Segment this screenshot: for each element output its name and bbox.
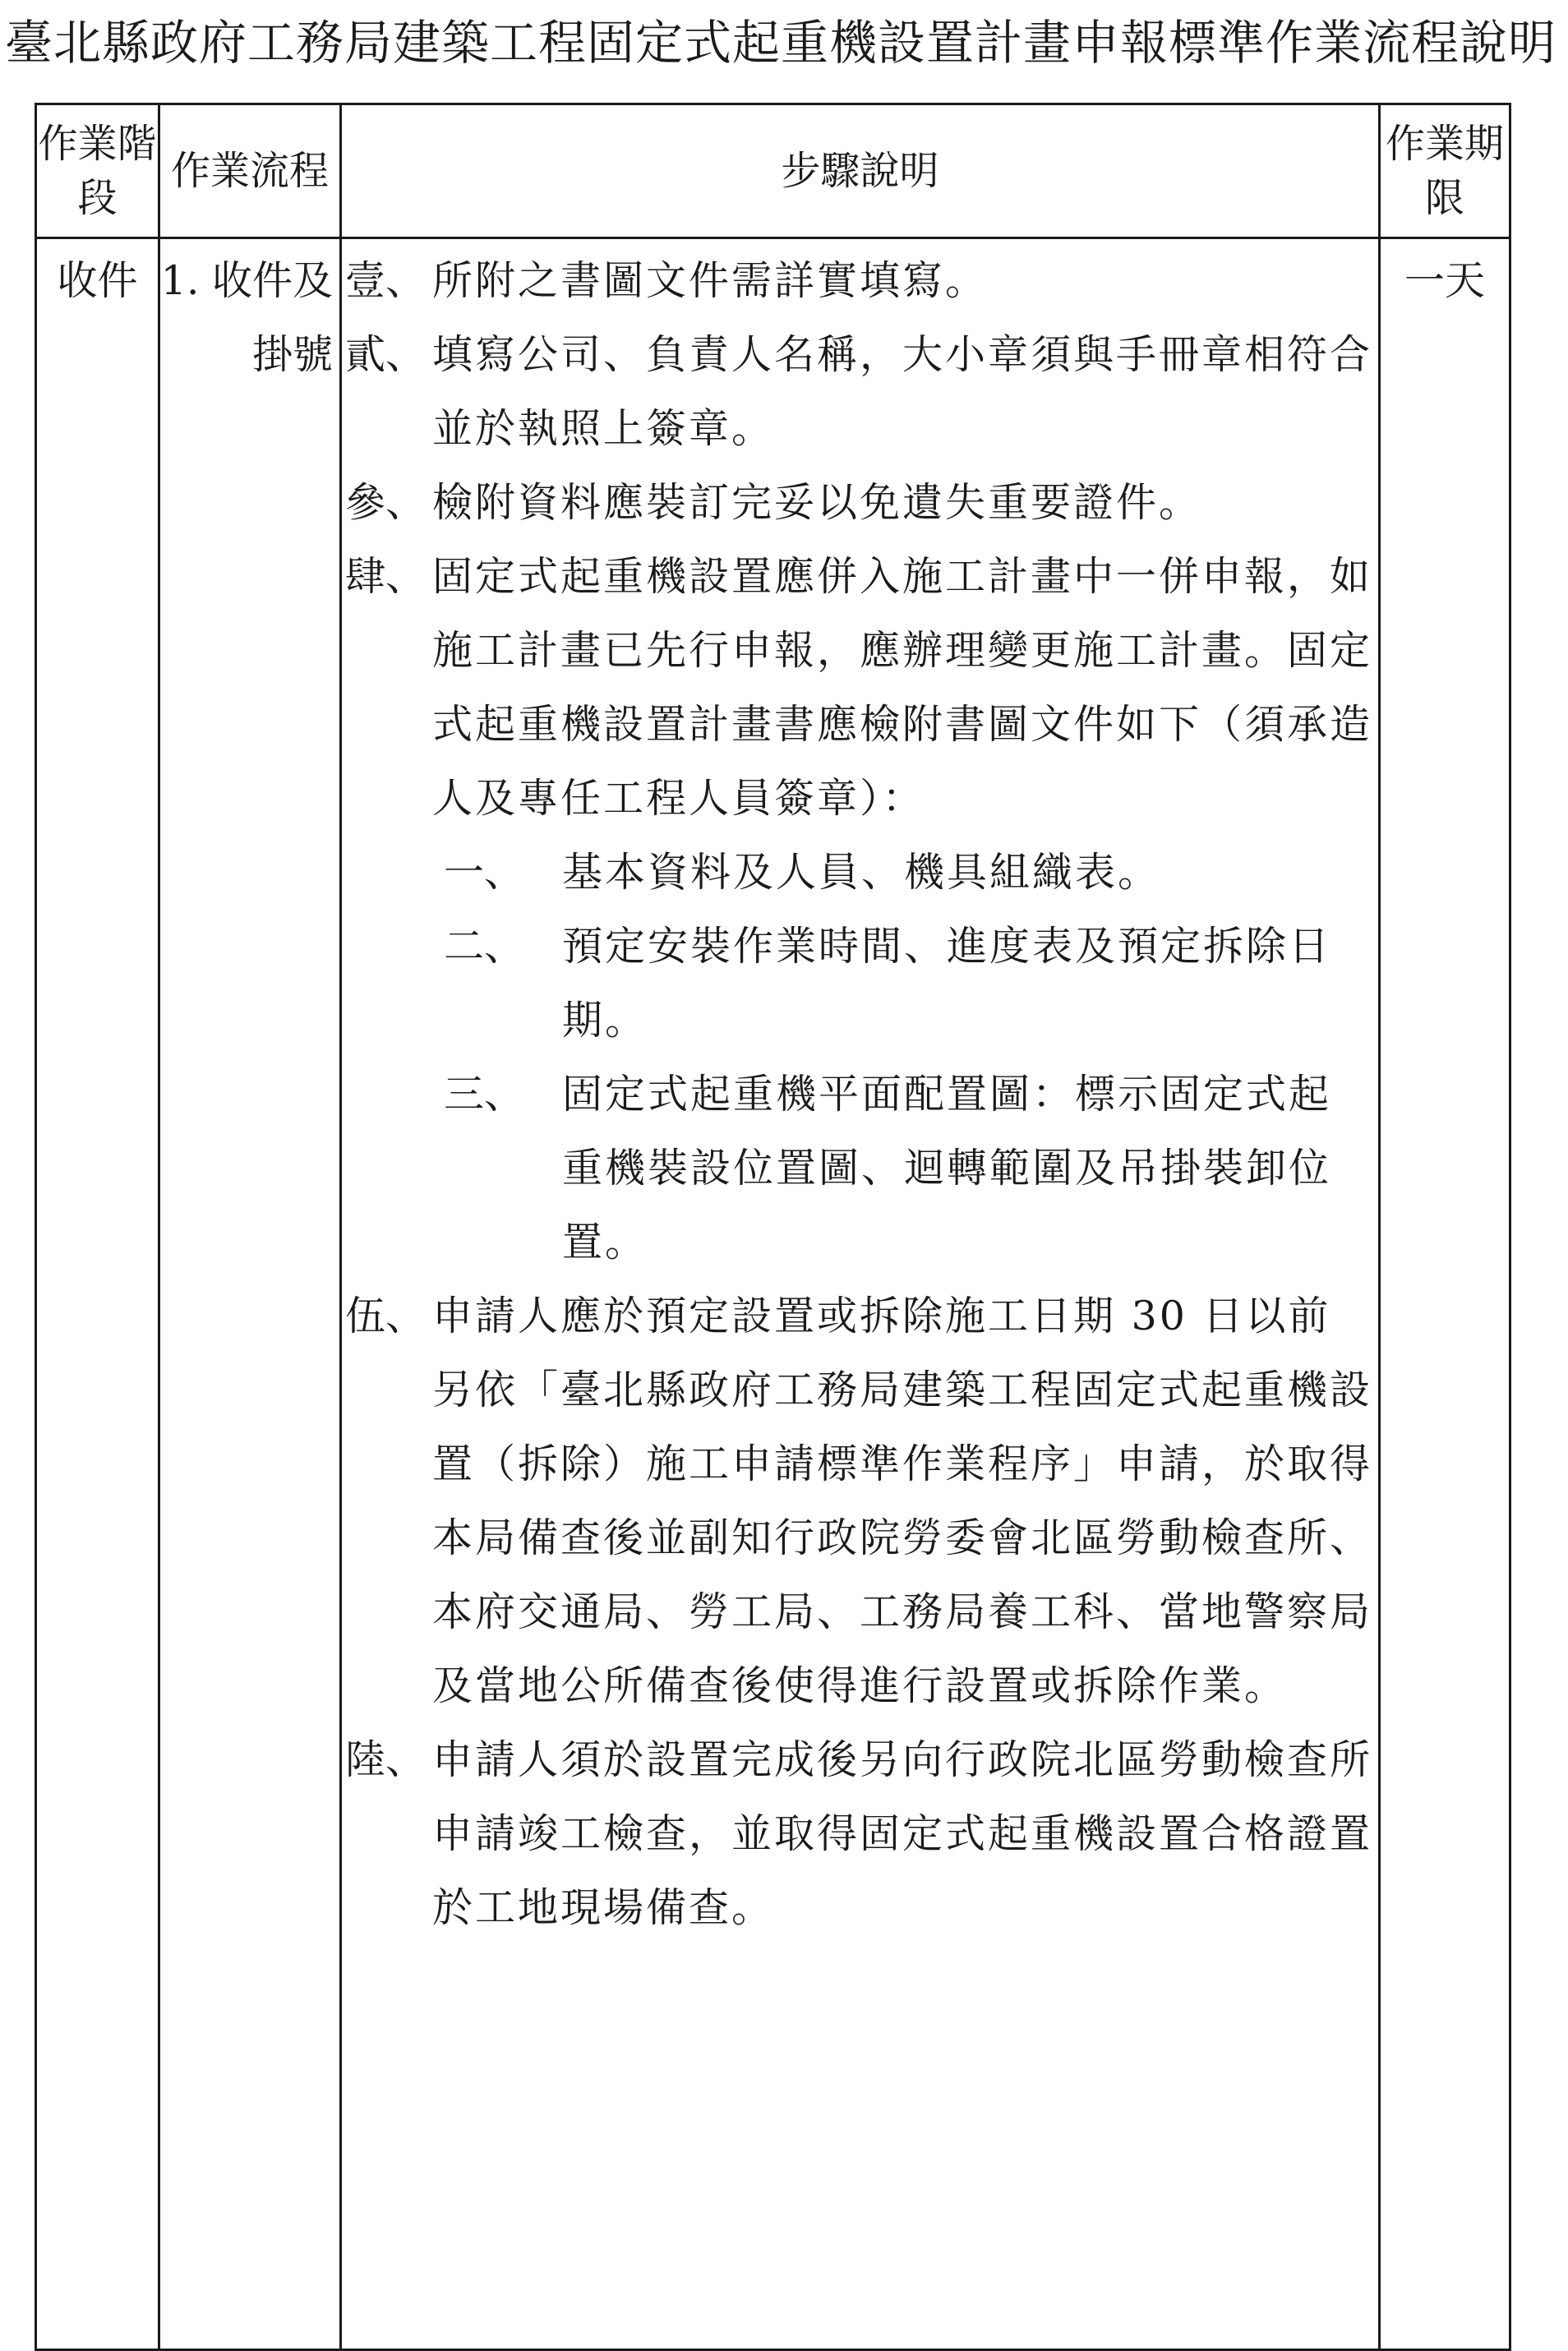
step-text: 填寫公司、負責人名稱，大小章須與手冊章相符合並於執照上簽章。 — [432, 331, 1373, 452]
step-marker: 陸、 — [345, 1736, 427, 1783]
header-steps: 步驟說明 — [341, 104, 1380, 238]
step-text: 所附之書圖文件需詳實填寫。 — [432, 257, 989, 304]
substep-item-3 — [345, 1058, 1373, 1279]
step-marker: 肆、 — [345, 553, 427, 600]
step-text: 固定式起重機設置應併入施工計畫中一併申報，如施工計畫已先行申報，應辦理變更施工計畫。固定式起重機設置計畫書應檢附書圖文件如下（須承造人及專任工程人員簽章）： — [432, 553, 1373, 822]
header-deadline: 作業期限 — [1380, 104, 1510, 238]
substep-item-1 — [345, 836, 1373, 910]
substep-marker: 一、 — [444, 849, 525, 896]
flow-number: 1. 收件及掛號 — [160, 257, 333, 378]
step-item-2 — [345, 318, 1373, 466]
substep-marker: 三、 — [444, 1071, 525, 1118]
step-item-5 — [345, 1279, 1373, 1723]
step-marker: 參、 — [345, 479, 427, 526]
flow-label: 收件及掛號 — [211, 257, 333, 378]
substep-marker: 二、 — [444, 923, 525, 970]
cell-flow — [159, 238, 341, 2350]
cell-stage: 收件 — [36, 238, 159, 2350]
sop-table — [35, 103, 1511, 2351]
table-row — [36, 238, 1510, 2350]
step-text: 檢附資料應裝訂完妥以免遺失重要證件。 — [432, 479, 1202, 526]
step-item-1 — [345, 244, 1373, 318]
step-item-4 — [345, 540, 1373, 836]
substep-text: 基本資料及人員、機具組織表。 — [562, 849, 1161, 896]
step-item-3 — [345, 466, 1373, 540]
step-marker: 伍、 — [345, 1293, 427, 1339]
step-marker: 貳、 — [345, 331, 427, 378]
step-text: 申請人須於設置完成後另向行政院北區勞動檢查所申請竣工檢查，並取得固定式起重機設置合格證置於工地現場備查。 — [432, 1736, 1373, 1931]
header-stage: 作業階段 — [36, 104, 159, 238]
substep-text: 固定式起重機平面配置圖：標示固定式起重機裝設位置圖、迴轉範圍及吊掛裝卸位置。 — [562, 1071, 1332, 1265]
cell-deadline: 一天 — [1380, 238, 1510, 2350]
step-item-6 — [345, 1723, 1373, 1945]
substep-text: 預定安裝作業時間、進度表及預定拆除日期。 — [562, 923, 1332, 1044]
step-text: 申請人應於預定設置或拆除施工日期 30 日以前另依「臺北縣政府工務局建築工程固定式起重機設置（拆除）施工申請標準作業程序」申請，於取得本局備查後並副知行政院勞委會北區勞動檢查所、本府交通局、勞工局、工務局養工科、當地警察局及當地公所備查後使得進行設置或拆除作業。 — [432, 1293, 1373, 1709]
document-title: 臺北縣政府工務局建築工程固定式起重機設置計畫申報標準作業流程說明 — [5, 15, 1557, 71]
cell-steps — [341, 238, 1380, 2350]
header-row — [36, 104, 1510, 238]
substep-item-2 — [345, 910, 1373, 1058]
step-marker: 壹、 — [345, 257, 427, 304]
header-flow: 作業流程 — [159, 104, 341, 238]
